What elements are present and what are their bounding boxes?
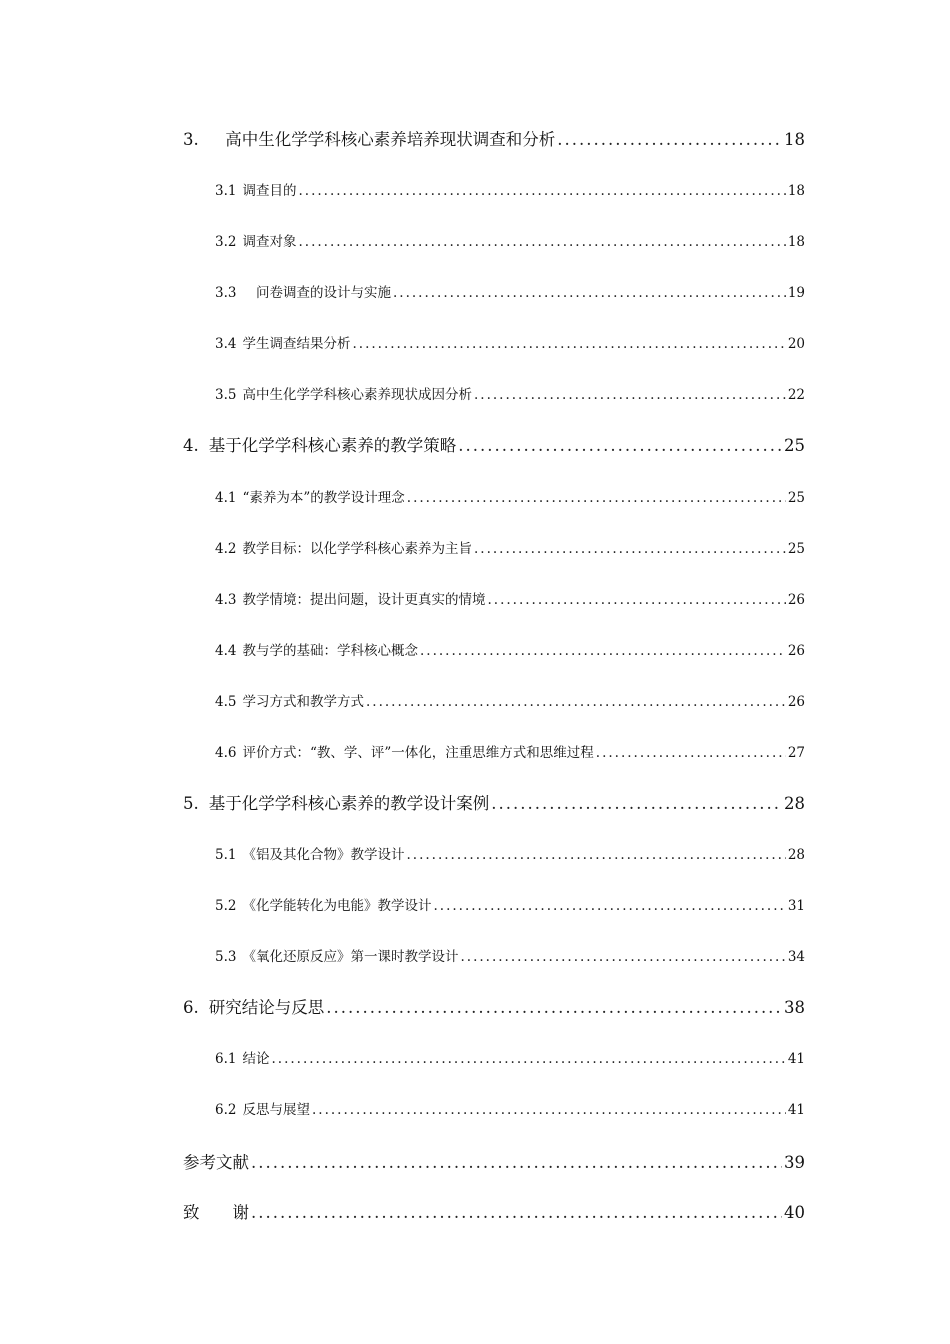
toc-entry-title: 《铝及其化合物》教学设计 xyxy=(242,847,405,863)
dot-leader xyxy=(557,130,782,149)
dot-leader xyxy=(420,643,786,659)
dot-leader xyxy=(312,1102,786,1118)
toc-entry-page: 25 xyxy=(787,541,805,557)
toc-entry-page: 22 xyxy=(787,387,805,403)
dot-leader xyxy=(251,1153,782,1172)
toc-entry-page: 18 xyxy=(784,130,805,149)
toc-entry-number: 4.1 xyxy=(215,490,237,506)
toc-entry-number: 3.1 xyxy=(215,183,237,199)
toc-entry-4-3[interactable] xyxy=(215,588,805,608)
dot-leader xyxy=(298,234,785,250)
dot-leader xyxy=(474,387,786,403)
toc-entry-title: 基于化学学科核心素养的教学策略 xyxy=(208,436,457,455)
dot-leader xyxy=(326,998,782,1017)
dot-leader xyxy=(433,898,785,914)
toc-entry-number: 4.4 xyxy=(215,643,237,659)
toc-entry-3[interactable] xyxy=(183,126,805,150)
toc-entry-page: 19 xyxy=(787,285,805,301)
toc-entry-page: 26 xyxy=(787,592,805,608)
toc-entry-title: 反思与展望 xyxy=(242,1102,310,1118)
toc-entry-page: 27 xyxy=(787,745,805,761)
toc-entry-3-5[interactable] xyxy=(215,383,805,403)
toc-entry-number: 6.2 xyxy=(215,1102,237,1118)
toc-entry-title: 结论 xyxy=(242,1051,270,1067)
toc-entry-number: 6. xyxy=(183,998,199,1017)
dot-leader xyxy=(487,592,785,608)
toc-entry-3-3[interactable] xyxy=(215,281,805,301)
toc-entry-title: 学习方式和教学方式 xyxy=(242,694,364,710)
dot-leader xyxy=(596,745,786,761)
toc-entry-number: 4.6 xyxy=(215,745,237,761)
toc-entry-3-2[interactable] xyxy=(215,230,805,250)
toc-entry-title: 基于化学学科核心素养的教学设计案例 xyxy=(208,794,490,813)
toc-entry-number: 4.5 xyxy=(215,694,237,710)
toc-entry-4-2[interactable] xyxy=(215,537,805,557)
toc-entry-references[interactable] xyxy=(183,1149,805,1173)
dot-leader xyxy=(407,490,786,506)
toc-entry-title: 教学情境：提出问题，设计更真实的情境 xyxy=(242,592,486,608)
toc-entry-page: 38 xyxy=(784,998,805,1017)
toc-entry-title: 研究结论与反思 xyxy=(208,998,325,1017)
toc-entry-number: 4.3 xyxy=(215,592,237,608)
dot-leader xyxy=(366,694,786,710)
toc-entry-page: 41 xyxy=(787,1051,805,1067)
toc-entry-4[interactable] xyxy=(183,432,805,456)
toc-entry-6-2[interactable] xyxy=(215,1098,805,1118)
toc-entry-page: 40 xyxy=(784,1203,805,1222)
dot-leader xyxy=(406,847,785,863)
toc-entry-page: 18 xyxy=(787,234,805,250)
toc-entry-5[interactable] xyxy=(183,790,805,814)
toc-entry-4-6[interactable] xyxy=(215,741,805,761)
toc-entry-number: 3.5 xyxy=(215,387,237,403)
toc-entry-title: 高中生化学学科核心素养现状成因分析 xyxy=(242,387,472,403)
toc-entry-5-2[interactable] xyxy=(215,894,805,914)
toc-entry-number: 6.1 xyxy=(215,1051,237,1067)
toc-entry-title: 教学目标：以化学学科核心素养为主旨 xyxy=(242,541,472,557)
toc-entry-number: 5.1 xyxy=(215,847,237,863)
toc-entry-4-1[interactable] xyxy=(215,486,805,506)
toc-entry-title: 参考文献 xyxy=(183,1153,249,1172)
toc-entry-page: 25 xyxy=(784,436,805,455)
toc-entry-page: 31 xyxy=(787,898,805,914)
toc-entry-page: 41 xyxy=(787,1102,805,1118)
toc-entry-title: 调查对象 xyxy=(242,234,297,250)
toc-entry-page: 20 xyxy=(787,336,805,352)
toc-entry-title: 高中生化学学科核心素养培养现状调查和分析 xyxy=(208,130,556,149)
toc-entry-5-1[interactable] xyxy=(215,843,805,863)
toc-entry-title: 致 谢 xyxy=(183,1203,249,1222)
toc-entry-number: 5.3 xyxy=(215,949,237,965)
toc-entry-number: 3. xyxy=(183,130,199,149)
dot-leader xyxy=(271,1051,785,1067)
toc-entry-4-4[interactable] xyxy=(215,639,805,659)
toc-entry-page: 28 xyxy=(787,847,805,863)
toc-entry-6-1[interactable] xyxy=(215,1047,805,1067)
toc-entry-title: 《化学能转化为电能》教学设计 xyxy=(242,898,432,914)
toc-entry-page: 25 xyxy=(787,490,805,506)
toc-entry-page: 26 xyxy=(787,643,805,659)
toc-entry-title: 调查目的 xyxy=(242,183,297,199)
toc-entry-number: 3.3 xyxy=(215,285,237,301)
toc-entry-number: 5. xyxy=(183,794,199,813)
toc-entry-title: 问卷调查的设计与实施 xyxy=(242,285,391,301)
toc-entry-page: 34 xyxy=(787,949,805,965)
toc-entry-page: 28 xyxy=(784,794,805,813)
dot-leader xyxy=(460,949,785,965)
toc-entry-number: 4. xyxy=(183,436,199,455)
toc-entry-number: 5.2 xyxy=(215,898,237,914)
toc-entry-title: “素养为本”的教学设计理念 xyxy=(242,490,405,506)
toc-entry-6[interactable] xyxy=(183,994,805,1018)
toc-entry-number: 4.2 xyxy=(215,541,237,557)
dot-leader xyxy=(251,1203,782,1222)
toc-entry-3-4[interactable] xyxy=(215,332,805,352)
toc-entry-5-3[interactable] xyxy=(215,945,805,965)
toc-entry-4-5[interactable] xyxy=(215,690,805,710)
toc-entry-title: 教与学的基础：学科核心概念 xyxy=(242,643,418,659)
toc-entry-page: 18 xyxy=(787,183,805,199)
toc-entry-title: 《氧化还原反应》第一课时教学设计 xyxy=(242,949,459,965)
dot-leader xyxy=(458,436,782,455)
toc-entry-title: 评价方式：“教、学、评”一体化，注重思维方式和思维过程 xyxy=(242,745,594,761)
toc-entry-title: 学生调查结果分析 xyxy=(242,336,351,352)
toc-entry-number: 3.2 xyxy=(215,234,237,250)
toc-entry-acknowledgements[interactable] xyxy=(183,1199,805,1223)
toc-entry-3-1[interactable] xyxy=(215,179,805,199)
toc-entry-page: 26 xyxy=(787,694,805,710)
dot-leader xyxy=(474,541,786,557)
dot-leader xyxy=(298,183,785,199)
toc-entry-number: 3.4 xyxy=(215,336,237,352)
dot-leader xyxy=(352,336,785,352)
toc-entry-page: 39 xyxy=(784,1153,805,1172)
dot-leader xyxy=(491,794,782,813)
dot-leader xyxy=(393,285,786,301)
